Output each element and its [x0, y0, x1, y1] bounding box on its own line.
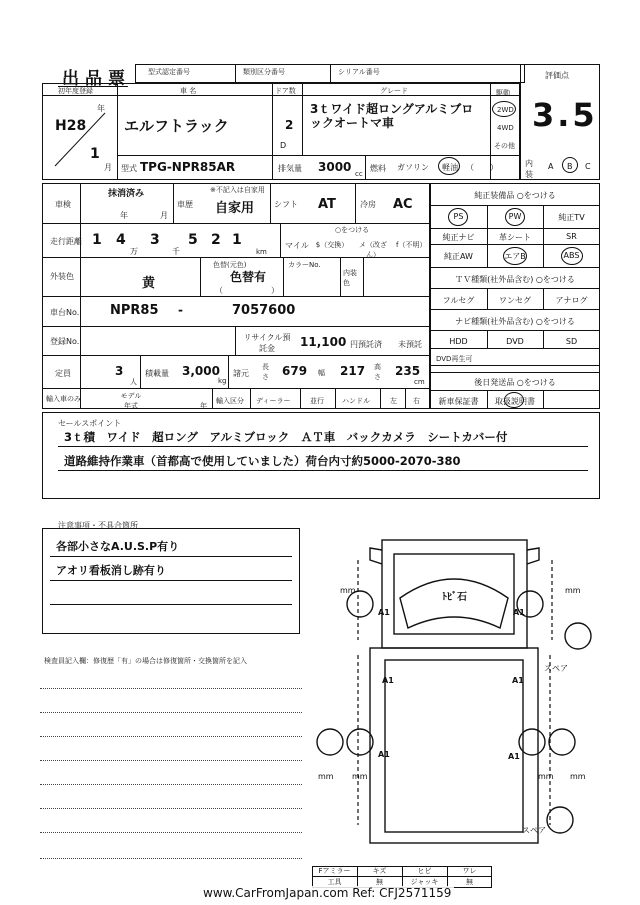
drive-label: 駆動: [496, 89, 510, 97]
mm-label-5: mm: [538, 772, 554, 781]
doors-label: ドア数: [275, 87, 296, 95]
dims-label: 諸元: [233, 369, 249, 378]
spare-label-2: スペア: [522, 826, 546, 835]
vehicle-damage-diagram: [310, 520, 610, 865]
wheel-rear-left-1: [317, 729, 343, 755]
chassis-label: 車台No.: [50, 308, 80, 317]
equip-leather: 革シート: [499, 233, 531, 242]
import-opt-parallel: 並行: [310, 397, 324, 405]
equip-aw: 純正AW: [444, 252, 473, 261]
equip-sr: SR: [566, 232, 577, 241]
legend-jack: ジャッキ: [410, 878, 439, 886]
meter-circle-note: ○をつける: [335, 226, 370, 234]
sales-point-line1: 3ｔ積 ワイド 超ロング アルミブロック ＡＴ車 バックカメラ シートカバー付: [64, 430, 508, 444]
navi-hdd: HDD: [449, 337, 468, 346]
color-no-label: カラーNo.: [288, 261, 321, 269]
height-label: 高さ: [374, 363, 381, 381]
history-label: 車歴: [177, 200, 193, 209]
displacement-label: 排気量: [278, 164, 302, 173]
notes-label: 注意事項・不具合箇所: [58, 521, 138, 530]
import-opt-right: 右: [413, 397, 420, 405]
shaken-label: 車検: [55, 200, 71, 209]
year-unit: 年: [97, 104, 105, 113]
shaken-year-unit: 年: [120, 211, 128, 220]
mileage-label: 走行距離: [50, 237, 82, 246]
after-manual: 取扱説明書: [495, 397, 535, 406]
mileage-man: 万: [130, 247, 138, 256]
reg-divider-slash: [50, 108, 110, 168]
load-unit: kg: [218, 377, 227, 385]
mm-label-4: mm: [352, 772, 368, 781]
equip-abs-circle: [561, 247, 583, 265]
equip-pw-circle: [505, 208, 525, 226]
navi-sd: SD: [565, 337, 578, 346]
sales-point-label: セールスポイント: [58, 419, 122, 428]
mm-label-6: mm: [570, 772, 586, 781]
legend-tools-value: 無: [376, 878, 383, 886]
sales-point-line2: 道路維持作業車（首都高で使用していました）荷台内寸約5000-2070-380: [64, 454, 461, 468]
recycle-unit: 円預託済: [350, 340, 382, 349]
interior-label: 内装: [525, 159, 533, 179]
reg-year-label: 初年度登録: [58, 87, 93, 95]
capacity-unit: 人: [130, 378, 137, 386]
mark-4: A1: [512, 676, 524, 685]
notes-line1: 各部小さなA.U.S.P有り: [56, 540, 180, 553]
interior-grade-b-circle: [562, 157, 578, 173]
mileage-digit-6: 1: [232, 232, 242, 248]
orig-color-label: 色替(元色): [213, 261, 247, 269]
year-unit-2: 年: [200, 402, 207, 410]
fuel-value: ガソリン: [397, 163, 429, 172]
wheel-rear-right-2: [549, 729, 575, 755]
recycle-value: 11,100: [300, 335, 347, 349]
meter-opt-1: $（交換）: [315, 241, 349, 249]
score-label: 評価点: [545, 71, 569, 80]
vehicle-name: エルフトラック: [124, 117, 229, 135]
model-label: 型式: [121, 164, 137, 173]
windshield: [400, 579, 508, 628]
shift-value: AT: [318, 197, 336, 212]
wheel-spare-2: [547, 807, 573, 833]
load-label: 積載量: [145, 369, 169, 378]
mileage-sen: 千: [172, 247, 180, 256]
shaken-month-unit: 月: [160, 211, 168, 220]
shaken-value: 抹消済み: [108, 189, 145, 199]
category-label: 類別区分番号: [243, 68, 285, 76]
model-value: TPG-NPR85AR: [140, 160, 236, 174]
after-warranty: 新車保証書: [438, 397, 479, 406]
chassis-number: 7057600: [232, 303, 296, 318]
tv-oneseg: ワンセグ: [499, 296, 531, 305]
reg-era: H28: [55, 118, 87, 134]
legend-break: ワレ: [462, 867, 477, 875]
equip-pw: PW: [508, 212, 522, 221]
mileage-digit-3: 3: [150, 232, 160, 248]
capacity-label: 定員: [55, 369, 71, 378]
drive-4wd: 4WD: [497, 124, 514, 132]
width-label: 幅: [318, 369, 325, 377]
equip-airbag: エアB: [504, 252, 526, 261]
chassis-dash: -: [178, 303, 183, 317]
legend-tools: 工具: [327, 878, 342, 886]
interior-grade-c: C: [585, 162, 591, 171]
dvd-play-label: DVD再生可: [436, 355, 473, 363]
import-opt-dealer: ディーラー: [256, 397, 291, 405]
meter-opt-2: メ（改ざん）: [359, 241, 387, 259]
mileage-digit-5: 2: [211, 232, 221, 248]
import-type-label: 輸入区分: [216, 397, 244, 405]
drive-2wd: 2WD: [497, 106, 514, 114]
import-opt-handle: ハンドル: [342, 397, 370, 405]
history-value: 自家用: [215, 201, 255, 216]
color-value: 黄: [142, 276, 156, 291]
doors-value: 2: [285, 118, 294, 132]
mileage-unit: km: [256, 248, 267, 256]
reg-month: 1: [90, 146, 100, 162]
serial-label: シリアル番号: [338, 68, 380, 76]
length-value: 679: [282, 364, 308, 378]
meter-label: マイル: [285, 241, 309, 250]
equip-ps: PS: [453, 212, 464, 221]
notes-line2: アオリ看板消し跡有り: [56, 564, 166, 577]
after-manual-circle: [504, 392, 524, 408]
fuel-label: 燃料: [370, 164, 386, 173]
displacement-value: 3000: [318, 160, 352, 174]
recycle-label: リサイクル預託金: [243, 333, 291, 353]
displacement-unit: cc: [355, 170, 363, 178]
name-label: 車 名: [180, 87, 197, 95]
import-label: 輸入車のみ: [46, 395, 81, 403]
drive-2wd-circle: [492, 101, 516, 117]
dim-unit: cm: [414, 378, 425, 386]
meter-opt-3: f（不明）: [396, 241, 427, 249]
mark-2: A1: [513, 608, 525, 617]
equip-abs: ABS: [563, 251, 580, 260]
ac-label: 冷房: [360, 200, 376, 209]
interior-grade-b: B: [567, 162, 573, 171]
mark-1: A1: [378, 608, 390, 617]
width-value: 217: [340, 364, 366, 378]
tv-title: ＴＶ種類(社外品含む) ○をつける: [455, 275, 575, 284]
load-value: 3,000: [182, 364, 220, 378]
mm-label-2: mm: [565, 586, 581, 595]
import-opt-left: 左: [390, 397, 397, 405]
mileage-digit-4: 5: [188, 232, 198, 248]
equipment-title: 純正装備品 ○をつける: [474, 191, 556, 200]
height-value: 235: [395, 364, 421, 378]
tv-analog: アナログ: [555, 296, 588, 305]
len-label: 長さ: [262, 363, 269, 381]
doors-suffix: D: [280, 141, 287, 150]
mm-label-1: mm: [340, 586, 356, 595]
wheel-rear-left-2: [347, 729, 373, 755]
score-value: 3.5: [532, 96, 598, 134]
orig-color-value: 色替有: [230, 270, 267, 284]
model-cert-label: 型式認定番号: [148, 68, 190, 76]
equip-airbag-circle: [503, 247, 527, 265]
reg-no-label: 登録No.: [50, 337, 80, 346]
fuel-option: 軽油: [442, 163, 458, 172]
equip-ps-circle: [448, 208, 468, 226]
color-label: 外装色: [50, 272, 74, 281]
drive-other: その他: [494, 142, 515, 150]
navi-dvd: DVD: [506, 337, 524, 346]
mark-3: A1: [382, 676, 394, 685]
navi-title: ナビ種類(社外品含む) ○をつける: [455, 317, 575, 326]
mileage-digit-2: 4: [116, 232, 126, 248]
model-year-label: モデル年式: [120, 392, 142, 410]
windshield-note: ﾄﾋﾞ石: [442, 592, 467, 603]
history-note: ※不記入は自家用: [210, 186, 265, 194]
spare-label-1: スペア: [544, 664, 568, 673]
legend-jack-value: 無: [466, 878, 473, 886]
after-title: 後日発送品 ○をつける: [474, 378, 556, 387]
capacity-value: 3: [115, 364, 124, 378]
fuel-option-circle: [438, 157, 460, 175]
int-color-label: 内装色: [343, 269, 357, 287]
mileage-digit-1: 1: [92, 232, 102, 248]
equip-tv: 純正TV: [558, 213, 585, 222]
grade-value: 3ｔワイド超ロングアルミブロックオートマ車: [310, 102, 474, 130]
recycle-no: 未預託: [398, 340, 422, 349]
grade-label: グレード: [380, 87, 408, 95]
mm-label-3: mm: [318, 772, 334, 781]
legend-mirror: Fアミラー: [318, 867, 351, 875]
tv-fullseg: フルセグ: [442, 296, 475, 305]
equip-navi: 純正ナビ: [442, 233, 475, 242]
shift-label: シフト: [274, 200, 298, 209]
watermark: www.CarFromJapan.com Ref: CFJ2571159: [200, 886, 454, 900]
inspector-label: 検査員記入欄：修復歴「有」の場合は修復箇所・交換箇所を記入: [44, 657, 247, 665]
legend-crack: ヒビ: [417, 867, 432, 875]
mark-5: A1: [378, 750, 390, 759]
page-title: 出品票: [62, 69, 131, 89]
chassis-prefix: NPR85: [110, 303, 159, 318]
ac-value: AC: [393, 197, 413, 212]
legend-scratch: キズ: [372, 867, 387, 875]
month-unit: 月: [104, 163, 112, 172]
wheel-spare-1: [565, 623, 591, 649]
interior-grade-a: A: [548, 162, 554, 171]
mark-6: A1: [508, 752, 520, 761]
